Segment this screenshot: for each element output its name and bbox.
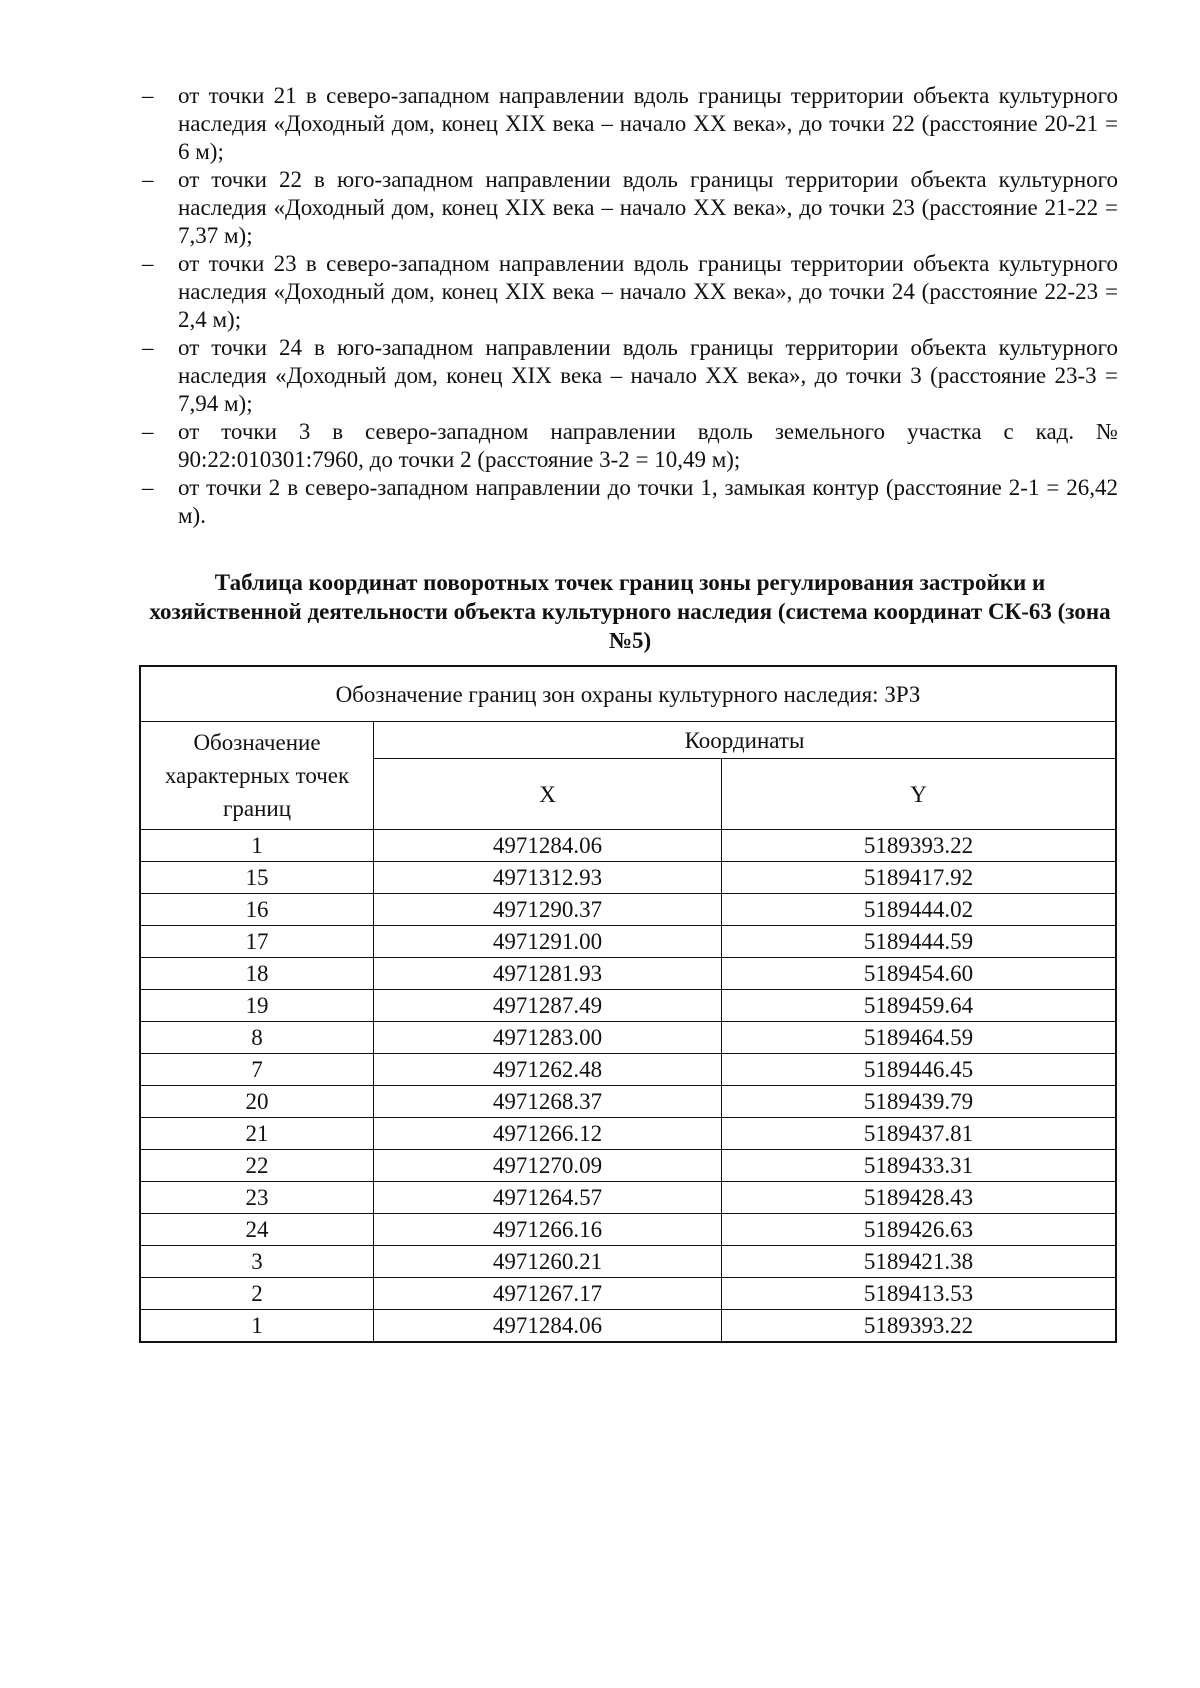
x-cell: 4971281.93 [374,958,722,990]
y-cell: 5189444.59 [722,926,1117,958]
table-title: Таблица координат поворотных точек границ зоны регулирования застройки и хозяйственной деятельности объекта культурного наследия (система координат СК-63 (зона №5) [149,570,1111,653]
point-cell: 19 [140,990,374,1022]
table-row [140,1118,1116,1150]
point-cell: 22 [140,1150,374,1182]
list-item [142,334,1118,418]
point-cell: 20 [140,1086,374,1118]
y-cell: 5189413.53 [722,1278,1117,1310]
dash-bullet: – [142,419,154,444]
y-cell: 5189393.22 [722,1310,1117,1343]
table-caption: Обозначение границ зон охраны культурного наследия: ЗРЗ [140,666,1116,722]
list-item-text: от точки 21 в северо-западном направлении вдоль границы территории объекта культурного наследия «Доходный дом, конец XIX века – начало XX века», до точки 22 (расстояние 20-21 = 6 м); [178,83,1118,164]
x-column-header: X [374,759,722,830]
x-cell: 4971287.49 [374,990,722,1022]
y-cell: 5189393.22 [722,830,1117,862]
table-row [140,1182,1116,1214]
boundary-description-list [142,82,1118,530]
table-row [140,926,1116,958]
dash-bullet: – [142,335,154,360]
dash-bullet: – [142,251,154,276]
table-row [140,1054,1116,1086]
coordinates-table [139,665,1117,1343]
list-item [142,474,1118,530]
dash-bullet: – [142,167,154,192]
table-row [140,1246,1116,1278]
y-cell: 5189464.59 [722,1022,1117,1054]
x-cell: 4971262.48 [374,1054,722,1086]
y-cell: 5189437.81 [722,1118,1117,1150]
x-cell: 4971260.21 [374,1246,722,1278]
table-row [140,1022,1116,1054]
list-item [142,250,1118,334]
y-column-header: Y [722,759,1117,830]
point-cell: 1 [140,1310,374,1343]
point-cell: 16 [140,894,374,926]
x-cell: 4971270.09 [374,1150,722,1182]
point-cell: 18 [140,958,374,990]
x-cell: 4971284.06 [374,830,722,862]
table-row [140,958,1116,990]
list-item [142,418,1118,474]
dash-bullet: – [142,475,154,500]
y-cell: 5189454.60 [722,958,1117,990]
point-cell: 8 [140,1022,374,1054]
x-cell: 4971291.00 [374,926,722,958]
x-cell: 4971266.12 [374,1118,722,1150]
dash-bullet: – [142,83,154,108]
list-item [142,82,1118,166]
table-row [140,1086,1116,1118]
x-cell: 4971290.37 [374,894,722,926]
table-row [140,990,1116,1022]
list-item-text: от точки 3 в северо-западном направлении вдоль земельного участка с кад. № 90:22:010301:7960, до точки 2 (расстояние 3-2 = 10,49 м); [178,419,1118,472]
point-column-header: Обозначение характерных точек границ [140,722,374,830]
table-row [140,1310,1116,1343]
y-cell: 5189459.64 [722,990,1117,1022]
y-cell: 5189444.02 [722,894,1117,926]
list-item-text: от точки 23 в северо-западном направлении вдоль границы территории объекта культурного наследия «Доходный дом, конец XIX века – начало XX века», до точки 24 (расстояние 22-23 = 2,4 м); [178,251,1118,332]
table-row [140,830,1116,862]
y-cell: 5189426.63 [722,1214,1117,1246]
coordinates-header: Координаты [374,722,1117,759]
y-cell: 5189439.79 [722,1086,1117,1118]
table-row [140,1150,1116,1182]
y-cell: 5189446.45 [722,1054,1117,1086]
x-cell: 4971312.93 [374,862,722,894]
table-row [140,1214,1116,1246]
x-cell: 4971268.37 [374,1086,722,1118]
list-item-text: от точки 2 в северо-западном направлении до точки 1, замыкая контур (расстояние 2-1 = 26,42 м). [178,475,1118,528]
point-cell: 7 [140,1054,374,1086]
table-row [140,862,1116,894]
point-cell: 21 [140,1118,374,1150]
y-cell: 5189428.43 [722,1182,1117,1214]
point-cell: 1 [140,830,374,862]
x-cell: 4971283.00 [374,1022,722,1054]
x-cell: 4971266.16 [374,1214,722,1246]
table-row [140,894,1116,926]
x-cell: 4971284.06 [374,1310,722,1343]
point-cell: 24 [140,1214,374,1246]
point-cell: 15 [140,862,374,894]
point-cell: 3 [140,1246,374,1278]
point-cell: 2 [140,1278,374,1310]
list-item [142,166,1118,250]
point-cell: 23 [140,1182,374,1214]
point-cell: 17 [140,926,374,958]
y-cell: 5189417.92 [722,862,1117,894]
y-cell: 5189421.38 [722,1246,1117,1278]
table-row [140,1278,1116,1310]
y-cell: 5189433.31 [722,1150,1117,1182]
x-cell: 4971264.57 [374,1182,722,1214]
list-item-text: от точки 24 в юго-западном направлении вдоль границы территории объекта культурного наследия «Доходный дом, конец XIX века – начало XX века», до точки 3 (расстояние 23-3 = 7,94 м); [178,335,1118,416]
list-item-text: от точки 22 в юго-западном направлении вдоль границы территории объекта культурного наследия «Доходный дом, конец XIX века – начало XX века», до точки 23 (расстояние 21-22 = 7,37 м); [178,167,1118,248]
x-cell: 4971267.17 [374,1278,722,1310]
